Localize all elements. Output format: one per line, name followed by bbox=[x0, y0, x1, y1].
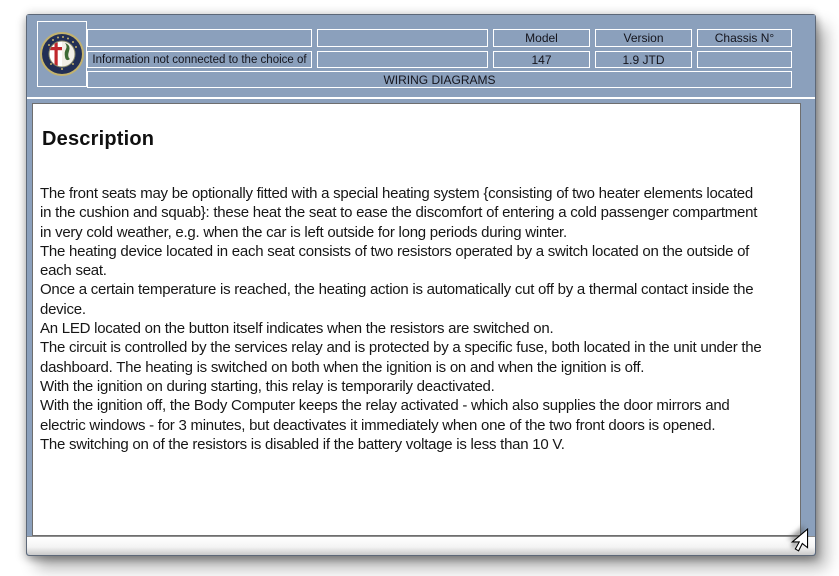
paragraph: With the ignition on during starting, this relay is temporarily deactivated. bbox=[40, 377, 495, 395]
header-cell-empty-2-top bbox=[317, 29, 488, 47]
header-cell-empty-top-left bbox=[87, 29, 312, 47]
page-title: Description bbox=[42, 128, 155, 150]
logo-box bbox=[37, 21, 87, 87]
paragraph: The heating device located in each seat consists of two resistors operated by a switch located on the outside of each seat. bbox=[40, 242, 750, 280]
body-area bbox=[27, 101, 815, 536]
header-info-label: Information not connected to the choice of bbox=[87, 51, 312, 68]
paragraph: An LED located on the button itself indicates when the resistors are switched on. bbox=[40, 320, 554, 338]
section-title-bar: WIRING DIAGRAMS bbox=[87, 71, 792, 88]
header-chassis-label: Chassis N° bbox=[697, 29, 792, 47]
header-model-label: Model bbox=[493, 29, 590, 47]
paragraph: With the ignition off, the Body Computer keeps the relay activated - which also supplies the door mirrors and electric windows - for 3 minutes, but deactivates it immediately when one of the two front doors is opened. bbox=[40, 397, 730, 434]
paragraph: The circuit is controlled by the services relay and is protected by a specific fuse, both located in the unit under the dashboard. The heating is switched on both when the ignition is on and when the ignition is off. bbox=[40, 339, 762, 376]
paragraph: The front seats may be optionally fitted with a special heating system {consisting of two heater elements located in the cushion and squab}: these heat the seat to ease the discomfort of entering a cold passenger compartment in very cold weather, e.g. when the car is left outside for long periods during winter. bbox=[40, 185, 758, 241]
header-cell-empty-2-bottom bbox=[317, 51, 488, 68]
content-panel bbox=[32, 103, 801, 536]
mouse-cursor-icon bbox=[789, 528, 813, 552]
header-version-value: 1.9 JTD bbox=[595, 51, 692, 68]
paragraph: The switching on of the resistors is disabled if the battery voltage is less than 10 V. bbox=[40, 435, 565, 453]
header-model-value: 147 bbox=[493, 51, 590, 68]
header bbox=[27, 15, 815, 99]
description-text bbox=[40, 184, 764, 454]
window-bottom-strip bbox=[27, 536, 815, 555]
paragraph: Once a certain temperature is reached, the heating action is automatically cut off by a thermal contact inside the device. bbox=[40, 281, 754, 318]
alfa-romeo-logo-icon bbox=[39, 31, 85, 77]
app-window bbox=[26, 14, 816, 556]
header-chassis-value bbox=[697, 51, 792, 68]
header-version-label: Version bbox=[595, 29, 692, 47]
